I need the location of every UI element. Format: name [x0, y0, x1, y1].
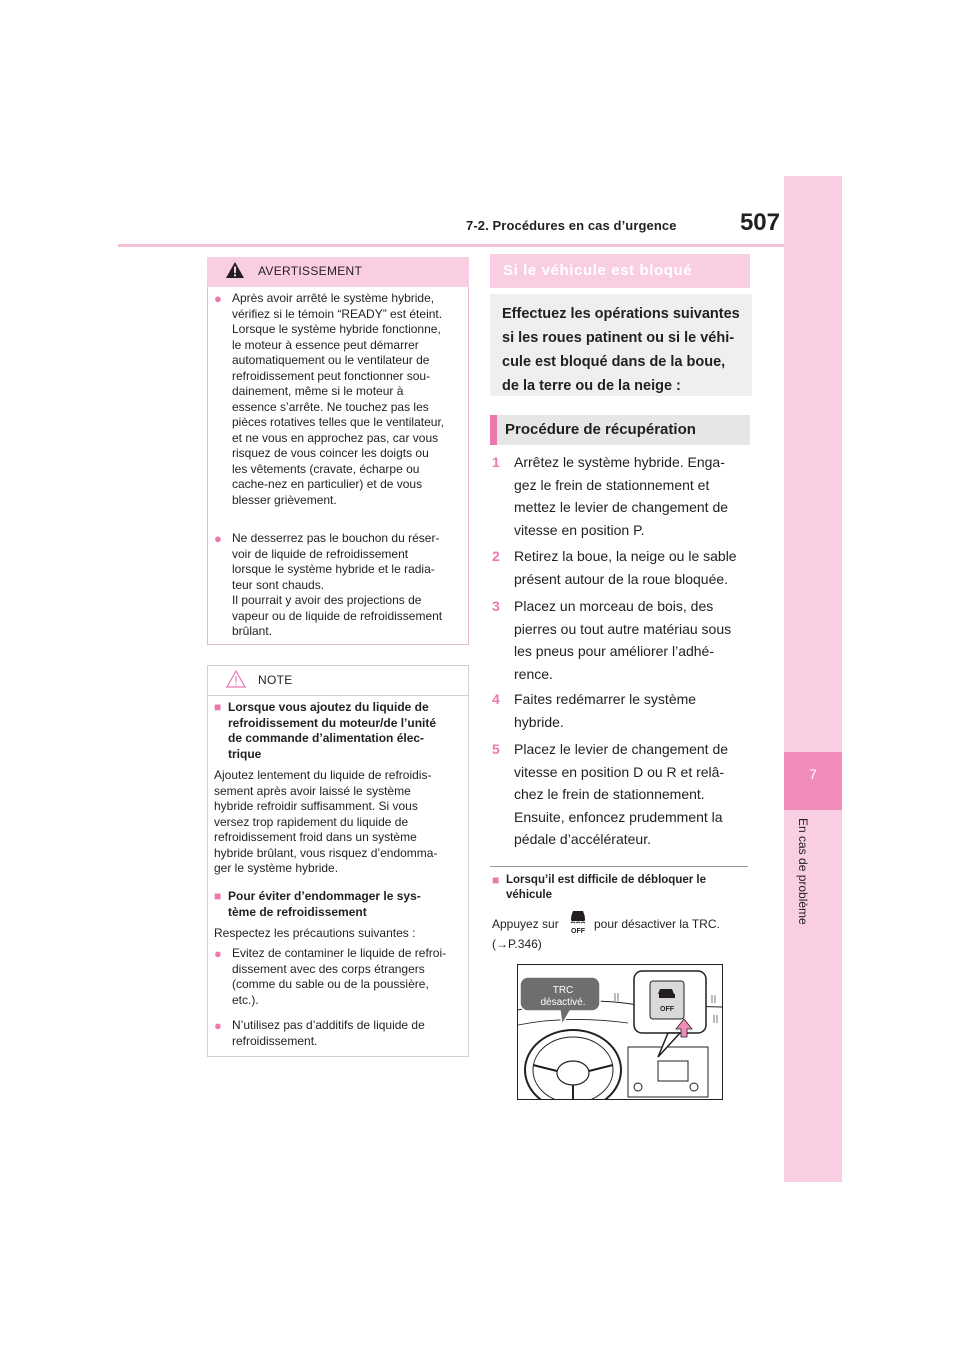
trc-off-icon — [567, 908, 589, 934]
svg-text:OFF: OFF — [660, 1006, 674, 1013]
bullet-icon: ● — [214, 531, 222, 546]
bullet-icon: ● — [214, 291, 222, 306]
intro-text: Effectuez les opérations suivantes si les roues patinent ou si le véhi- cule est bloqué dans de la boue, de la terre ou de la neige : — [502, 306, 740, 394]
condition-heading: ■ Lorsqu’il est difficile de débloquer le véhicule — [492, 873, 707, 901]
note-bullet: ● Evitez de contaminer le liquide de refroi- dissement avec des corps étrangers (comme du sable ou de la poussière, etc.). — [214, 946, 447, 1007]
note-title: NOTE — [258, 673, 293, 687]
step-2: 2 Retirez la boue, la neige ou le sable présent autour de la roue bloquée. — [492, 548, 737, 587]
bullet-icon: ● — [214, 946, 222, 961]
trc-callout-line1: TRC — [552, 985, 574, 996]
section-title: 7-2. Procédures en cas d’urgence — [466, 218, 677, 233]
page-reference: (→P.346) — [492, 937, 542, 951]
step-3: 3 Placez un morceau de bois, des pierres ou tout autre matériau sous les pneus pour améliorer l’adhé- rence. — [492, 598, 732, 682]
note-paragraph: Ajoutez lentement du liquide de refroidis- sement après avoir laissé le système hybride refroidir suffisamment. Si vous versez trop rapidement du liquide de refroidissement froid dans un système hybride brûlant, vous risquez d’endomma- ger le système hybride. — [214, 768, 438, 875]
note-heading: ■ Lorsque vous ajoutez du liquide de refroidissement du moteur/de l’unité de commande d’alimentation élec- trique — [214, 700, 437, 761]
press-text-end: pour désactiver la TRC. — [594, 917, 720, 931]
separator — [490, 866, 748, 867]
step-5: 5 Placez le levier de changement de vitesse en position D ou R et relâ- chez le frein de stationnement. Ensuite, enfoncez prudemment la pédale d’accélérateur. — [492, 741, 729, 847]
square-bullet-icon: ■ — [214, 700, 222, 714]
warning-title: AVERTISSEMENT — [258, 264, 363, 278]
trc-callout-line2: désactivé. — [540, 997, 586, 1008]
page-number: 507 — [739, 209, 780, 236]
warning-item: ● Ne desserrez pas le bouchon du réser- voir de liquide de refroidissement lorsque le système hybride et le radia- teur sont chauds. Il pourrait y avoir des projections de vapeur ou de liquide de refroidissement brûlant. — [214, 531, 443, 638]
chapter-tab-strip — [784, 176, 842, 1182]
section-title-banner: Si le véhicule est bloqué — [503, 262, 693, 279]
subheading: Procédure de récupération — [505, 421, 696, 438]
note-heading: ■ Pour éviter d’endommager le sys- tème de refroidissement — [214, 889, 421, 919]
press-text: Appuyez sur — [492, 917, 559, 931]
header-rule — [118, 244, 784, 247]
step-1: 1 Arrêtez le système hybride. Enga- gez le frein de stationnement et mettez le levier de changement de vitesse en position P. — [492, 454, 729, 538]
warning-triangle-icon — [226, 262, 244, 278]
square-bullet-icon: ■ — [492, 873, 500, 887]
square-bullet-icon: ■ — [214, 889, 222, 903]
svg-text:OFF: OFF — [571, 928, 585, 934]
warning-item: ● Après avoir arrêté le système hybride, vérifiez si le témoin “READY” est éteint. Lorsque le système hybride fonctionne, le moteur à essence peut démarrer automatiquement ou le ventilateur de refroidissement peut fonctionner sou- dainement, même si le moteur à essence s’arrête. Ne touchez pas les pièces rotatives telles que le ventilateur, et ne vous en approchez pas, car vous risquez de vous coincer les doigts ou les vêtements (cravate, écharpe ou cache-nez en particulier) et de vous blesser grièvement. — [214, 291, 445, 507]
note-header-rule — [207, 695, 469, 696]
bullet-icon: ● — [214, 1018, 222, 1033]
note-paragraph: Respectez les précautions suivantes : — [214, 926, 416, 940]
note-bullet: ● N’utilisez pas d’additifs de liquide de refroidissement. — [214, 1018, 425, 1048]
chapter-number: 7 — [809, 766, 817, 782]
chapter-label: En cas de problème — [796, 818, 810, 925]
note-triangle-icon — [226, 670, 246, 688]
step-4: 4 Faites redémarrer le système hybride. — [492, 691, 697, 730]
